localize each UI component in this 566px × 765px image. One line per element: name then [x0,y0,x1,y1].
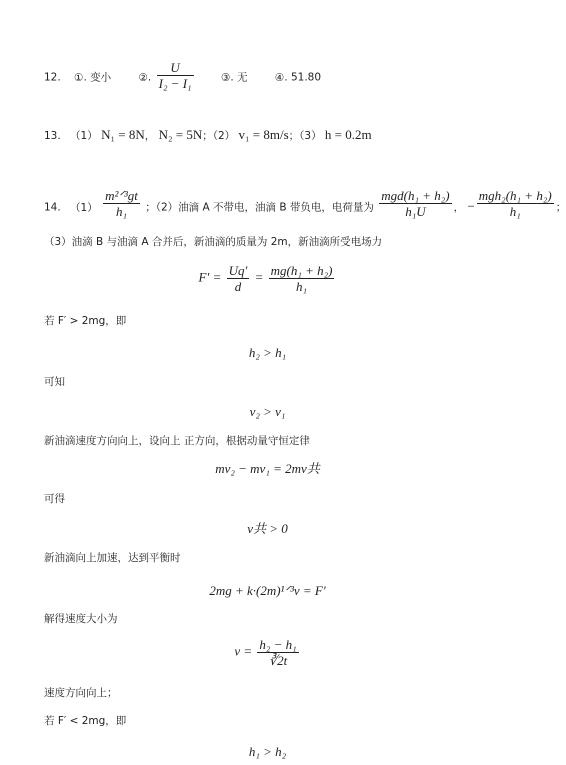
q12-marker-2: ② [138,71,148,84]
eq-h2-gt-h1: h₂ > h₁ [248,345,287,360]
fraction-numerator: mg(h₁ + h₂) [270,263,333,278]
eq-vgong: v共 > 0 [247,521,288,536]
fraction-numerator: mgh₂(h₁ + h₂) [478,188,552,203]
direction-text: 速度方向向上； [44,687,118,699]
q14-line-1 [44,188,566,222]
q14-part-2: ；（2）油滴 A 不带电，油滴 B 带负电，电荷量为 [145,201,374,214]
case-2-text: 若 F′ < 2mg，即 [44,715,127,727]
q14-semicolon: ； [555,201,566,214]
q14-part-1: （1） [70,201,98,214]
momentum-text: 新油滴速度方向向上，设向上 正方向，根据动量守恒定律 [44,435,310,447]
solve-text: 解得速度大小为 [44,613,118,625]
fraction-denominator: ∛2t [268,653,288,668]
q13-part-1: （1） [70,130,98,142]
fraction-numerator: mgd(h₁ + h₂) [381,188,450,203]
eq-velocity-lhs: v = [234,643,253,659]
eq-velocity-fraction [257,638,298,667]
q13-n1: N₁ = 8N [101,127,145,142]
eq-balance: 2mg + k·(2m)¹ᐟ³v = F′ [209,583,326,598]
q12-marker-1: ① [74,71,84,84]
q12-answer-1: . 变小 [83,71,112,84]
q12-number: 12. [44,71,61,84]
fraction-denominator: h₁ [509,204,521,219]
q13-line [44,128,372,142]
fraction-denominator: I₂ − I₁ [158,76,192,91]
q13-number: 13. [44,130,61,142]
q14-number: 14. [44,201,61,214]
fraction-numerator: Uq′ [228,263,248,278]
fraction-denominator: h₁ [115,204,127,219]
eq-force-lhs: F′ = [198,269,222,285]
q13-part-3: ；（3） [288,130,322,142]
balance-text: 新油滴向上加速，达到平衡时 [44,552,181,564]
q12-line: 12. ①. 变小 ②. $\frac{U}{\text{I₂ − I₁}}$ ③. 无 ④. 51.80 [44,60,322,91]
eq-force-fraction-1 [227,264,250,293]
q13-part-2: ；（2） [202,130,236,142]
eq-v2-gt-v1: v₂ > v₁ [249,404,286,419]
fraction-denominator: h₁U [405,204,426,219]
eq-electric-force [0,264,535,293]
fraction-numerator: U [157,61,194,76]
q12-answer-4: . 51.80 [284,71,322,84]
eq-h1-gt-h2: h₁ > h₂ [248,744,287,759]
kede-text: 可得 [44,493,65,505]
q13-v1: v₁ = 8m/s [238,127,289,142]
eq-velocity [0,638,535,667]
q12-answer-3: . 无 [230,71,248,84]
fraction-numerator: h₂ − h₁ [259,637,297,652]
q13-h: h = 0.2m [324,127,372,142]
case-1-text: 若 F′ > 2mg，即 [44,315,127,327]
fraction-denominator: h₁ [296,279,308,294]
q14-answer-1-fraction [103,189,140,218]
q14-minus: − [467,198,475,214]
fraction-denominator: d [234,279,242,294]
q14-charge-fraction [379,189,451,218]
q12-marker-3: ③ [220,71,231,84]
q14-part-3-text: （3）油滴 B 与油滴 A 合并后，新油滴的质量为 2m，新油滴所受电场力 [44,236,383,248]
q14-comma: ， [453,201,465,214]
fraction-numerator: m²ᐟ³gt [105,188,138,203]
q12-marker-4: ④ [274,71,285,84]
eq-force-fraction-2 [269,264,335,293]
q13-n2: N₂ = 5N [158,127,203,142]
q13-sep: ， [144,130,156,142]
q14-charge-b-fraction [477,189,554,218]
eq-momentum: mv₂ − mv₁ = 2mv共 [215,461,320,476]
q12-answer-2-fraction [157,61,194,90]
eq-force-equals: = [254,269,264,285]
kezhi-text: 可知 [44,376,65,388]
